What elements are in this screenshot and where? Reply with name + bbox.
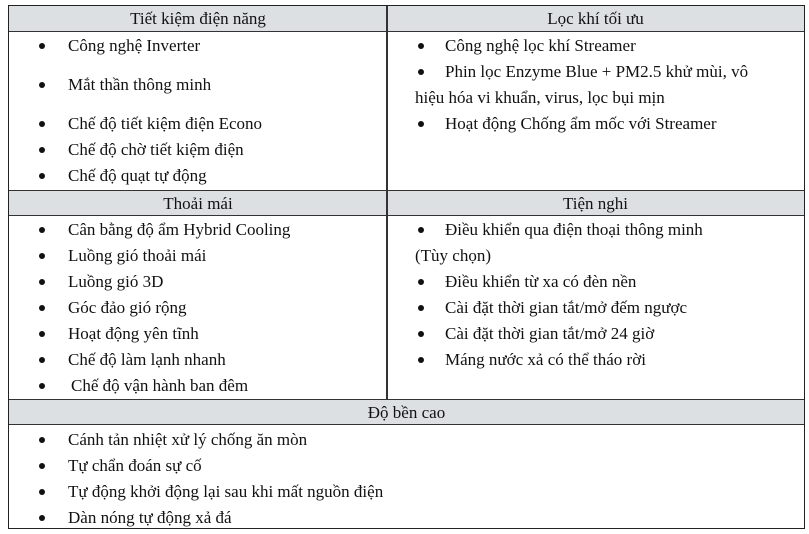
column-divider bbox=[386, 6, 388, 399]
header-do-ben: Độ bền cao bbox=[9, 399, 804, 425]
bullet-icon bbox=[418, 43, 424, 49]
bullet-icon bbox=[39, 227, 45, 233]
bullet-icon bbox=[39, 147, 45, 153]
header-tiet-kiem: Tiết kiệm điện năng bbox=[9, 6, 387, 32]
header-loc-khi: Lọc khí tối ưu bbox=[387, 6, 804, 32]
bullet-icon bbox=[39, 515, 45, 521]
bullet-icon bbox=[39, 253, 45, 259]
bullet-icon bbox=[39, 279, 45, 285]
bullet-icon bbox=[39, 43, 45, 49]
header-tien-nghi: Tiện nghi bbox=[387, 190, 804, 216]
header-thoai-mai: Thoải mái bbox=[9, 190, 387, 216]
bullet-icon bbox=[39, 357, 45, 363]
bullet-icon bbox=[39, 305, 45, 311]
bullet-icon bbox=[39, 489, 45, 495]
bullet-icon bbox=[418, 305, 424, 311]
bullet-icon bbox=[418, 69, 424, 75]
bullet-icon bbox=[39, 463, 45, 469]
bullet-icon bbox=[39, 82, 45, 88]
bullet-icon bbox=[418, 279, 424, 285]
bullet-icon bbox=[418, 331, 424, 337]
bullet-icon bbox=[418, 227, 424, 233]
bullet-icon bbox=[39, 331, 45, 337]
bullet-icon bbox=[39, 437, 45, 443]
bullet-icon bbox=[39, 121, 45, 127]
bullet-icon bbox=[39, 173, 45, 179]
bullet-icon bbox=[418, 357, 424, 363]
feature-table: Tiết kiệm điện năng Lọc khí tối ưu Thoải mái Tiện nghi Độ bền cao Công nghệ Inverter Mắt thần thông minh Chế độ tiết kiệm điện Econo Chế độ chờ tiết kiệm điện Chế độ quạt tự động Công nghệ lọc khí Streamer Phin lọc Enzyme Blue + PM2.5 khử mùi, vô hiệu hóa vi khuẩn, virus, lọc bụi mịn Hoạt động Chống ẩm mốc với Streamer Cân bằng độ ẩm Hybrid Cooling Luồng gió thoải mái Luồng gió 3D Góc đảo gió rộng Hoạt động yên tĩnh Chế độ làm lạnh nhanh Chế độ vận hành ban đêm Điều khiển qua điện thoại thông minh (Tùy chọn) Điều khiển từ xa có đèn nền Cài đặt thời gian tắt/mở đếm ngược Cài đặt thời gian tắt/mở 24 giờ Máng nước xả có thể tháo rời Cánh tản nhiệt xử lý chống ăn mòn Tự chẩn đoán sự cố Tự động khởi động lại sau khi mất nguồn điện Dàn nóng tự động xả đá bbox=[8, 5, 805, 529]
bullet-icon bbox=[39, 383, 45, 389]
bullet-icon bbox=[418, 121, 424, 127]
